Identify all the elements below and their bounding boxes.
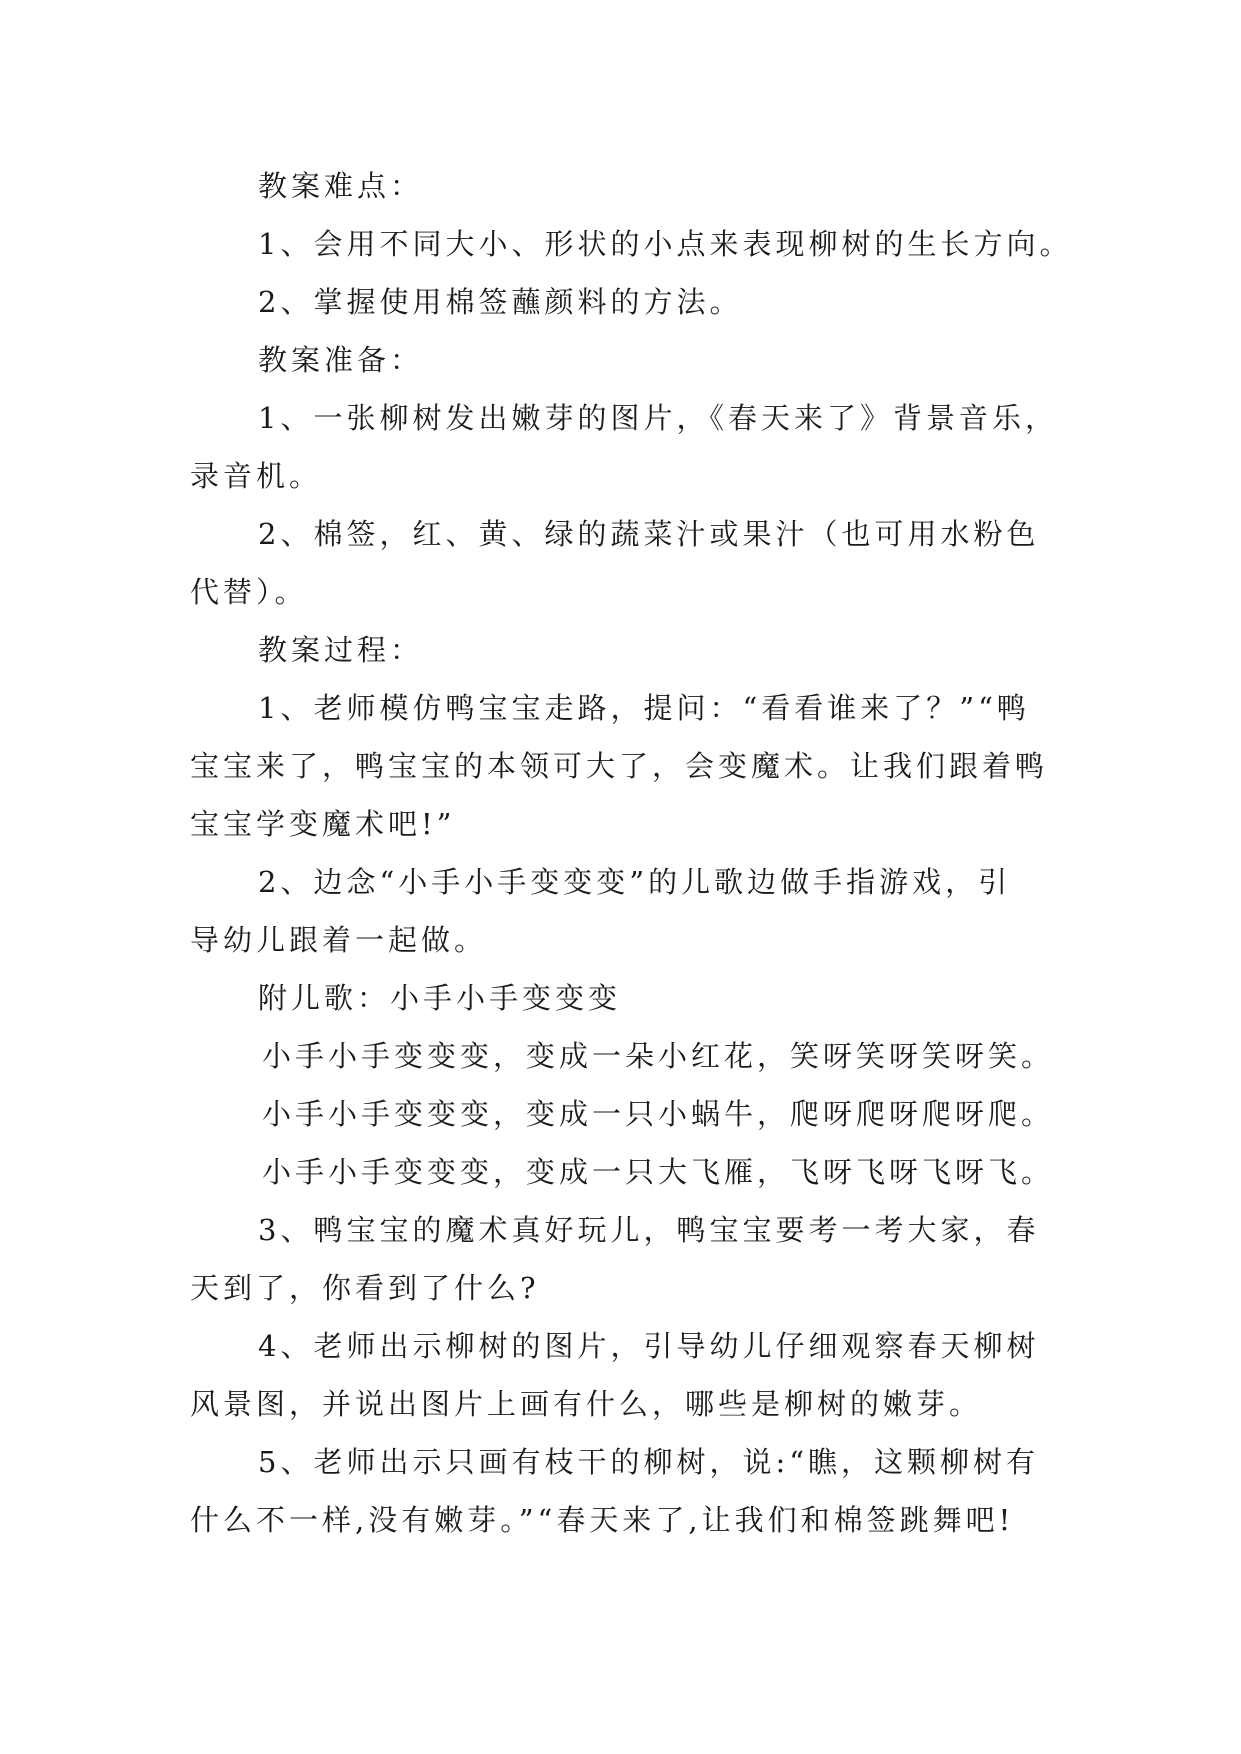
paragraph-line: 1、会用不同大小、形状的小点来表现柳树的生长方向。 — [258, 227, 1073, 261]
paragraph-line: 1、老师模仿鸭宝宝走路，提问：“看看谁来了？”“鸭 — [258, 691, 1030, 725]
heading-process: 教案过程： — [258, 633, 424, 667]
paragraph-line: 宝宝来了，鸭宝宝的本领可大了，会变魔术。让我们跟着鸭 — [190, 749, 1049, 783]
paragraph-line: 2、棉签，红、黄、绿的蔬菜汁或果汁（也可用水粉色 — [258, 517, 1040, 551]
paragraph-line: 1、一张柳树发出嫩芽的图片，《春天来了》背景音乐， — [258, 401, 1058, 435]
paragraph-line: 5、老师出示只画有枝干的柳树，说:“瞧，这颗柳树有 — [258, 1445, 1040, 1479]
paragraph-line: 宝宝学变魔术吧!” — [190, 807, 456, 841]
heading-preparation: 教案准备： — [258, 343, 424, 377]
paragraph-line: 什么不一样,没有嫩芽。”“春天来了,让我们和棉签跳舞吧! — [190, 1503, 1015, 1537]
rhyme-line: 小手小手变变变，变成一朵小红花，笑呀笑呀笑呀笑。 — [262, 1039, 1055, 1073]
paragraph-line: 天到了，你看到了什么? — [190, 1271, 540, 1305]
rhyme-line: 小手小手变变变，变成一只小蜗牛，爬呀爬呀爬呀爬。 — [262, 1097, 1055, 1131]
paragraph-line: 4、老师出示柳树的图片，引导幼儿仔细观察春天柳树 — [258, 1329, 1040, 1363]
paragraph-line: 2、边念“小手小手变变变”的儿歌边做手指游戏，引 — [258, 865, 1012, 899]
paragraph-line: 导幼儿跟着一起做。 — [190, 923, 488, 957]
rhyme-title: 附儿歌：小手小手变变变 — [258, 981, 622, 1015]
paragraph-line: 录音机。 — [190, 459, 323, 493]
paragraph-line: 风景图，并说出图片上画有什么，哪些是柳树的嫩芽。 — [190, 1387, 983, 1421]
paragraph-line: 代替）。 — [190, 575, 308, 609]
paragraph-line: 2、掌握使用棉签蘸颜料的方法。 — [258, 285, 743, 319]
heading-difficulties: 教案难点： — [258, 169, 424, 203]
rhyme-line: 小手小手变变变，变成一只大飞雁，飞呀飞呀飞呀飞。 — [262, 1155, 1055, 1189]
paragraph-line: 3、鸭宝宝的魔术真好玩儿，鸭宝宝要考一考大家，春 — [258, 1213, 1040, 1247]
